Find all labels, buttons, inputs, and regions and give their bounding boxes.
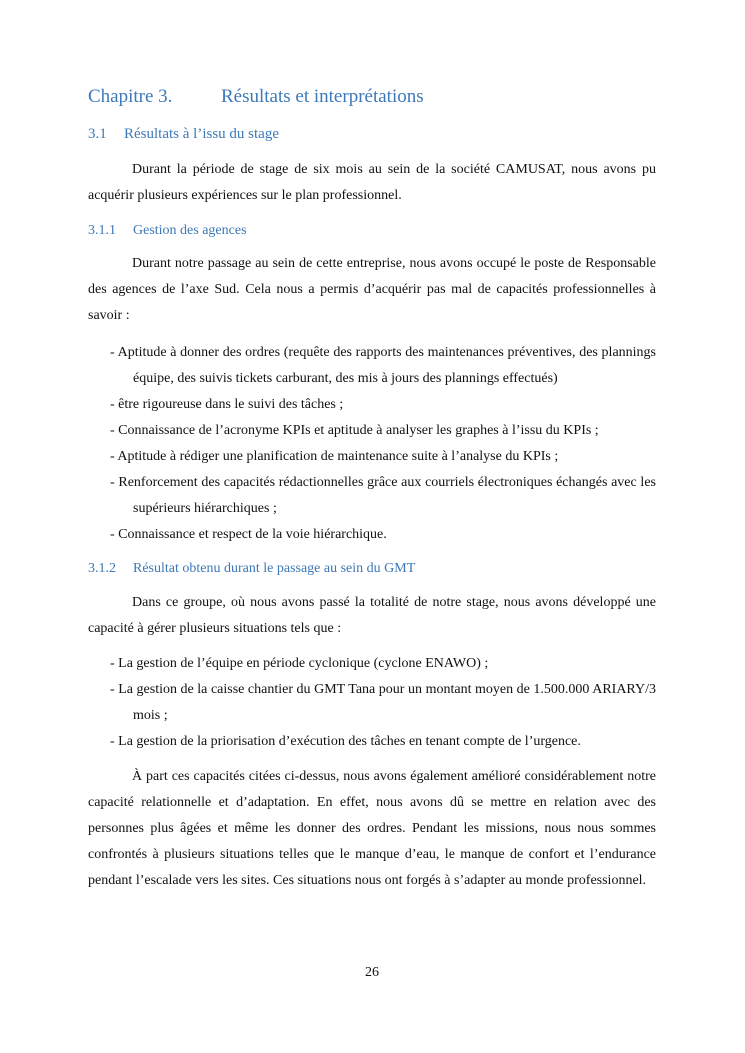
section-3-1-2-heading bbox=[88, 561, 415, 577]
chapter-title: Résultats et interprétations bbox=[221, 86, 424, 107]
list-item: - être rigoureuse dans le suivi des tâches ; bbox=[110, 397, 344, 412]
section-3-1-2-number: 3.1.2 bbox=[88, 561, 116, 576]
list-item: - Aptitude à donner des ordres (requête des rapports des maintenances préventives, des plannings équipe, des suivis tickets carburant, des mis à jours des plannings effectués) bbox=[110, 345, 656, 386]
agences-paragraph: Durant notre passage au sein de cette entreprise, nous avons occupé le poste de Responsable des agences de l’axe Sud. Cela nous a permis d’acquérir pas mal de capacités professionnelles à savoir : bbox=[88, 256, 656, 323]
list-item: - La gestion de la caisse chantier du GMT Tana pour un montant moyen de 1.500.000 ARIARY/3 mois ; bbox=[110, 682, 656, 723]
section-3-1-1-number: 3.1.1 bbox=[88, 223, 116, 238]
list-item: - Connaissance et respect de la voie hiérarchique. bbox=[110, 527, 387, 542]
list-item: - La gestion de la priorisation d’exécution des tâches en tenant compte de l’urgence. bbox=[110, 734, 581, 749]
section-3-1-number: 3.1 bbox=[88, 126, 107, 142]
section-3-1-1-title: Gestion des agences bbox=[133, 223, 247, 238]
section-3-1-2-title: Résultat obtenu durant le passage au sein du GMT bbox=[133, 561, 416, 576]
section-3-1-1-heading bbox=[88, 223, 247, 239]
chapter-number: Chapitre 3. bbox=[88, 86, 173, 107]
list-item: - Connaissance de l’acronyme KPIs et aptitude à analyser les graphes à l’issu du KPIs ; bbox=[110, 423, 599, 438]
section-3-1-title: Résultats à l’issu du stage bbox=[124, 126, 279, 142]
list-item: - Aptitude à rédiger une planification de maintenance suite à l’analyse du KPIs ; bbox=[110, 449, 559, 464]
gmt-paragraph: Dans ce groupe, où nous avons passé la totalité de notre stage, nous avons développé une capacité à gérer plusieurs situations tels que : bbox=[88, 595, 656, 636]
page-number: 26 bbox=[365, 965, 379, 980]
section-3-1-heading bbox=[88, 126, 279, 143]
list-item: - Renforcement des capacités rédactionnelles grâce aux courriels électroniques échangés avec les supérieurs hiérarchiques ; bbox=[110, 475, 656, 516]
intro-paragraph: Durant la période de stage de six mois au sein de la société CAMUSAT, nous avons pu acquérir plusieurs expériences sur le plan professionnel. bbox=[88, 162, 656, 203]
final-paragraph: À part ces capacités citées ci-dessus, nous avons également amélioré considérablement notre capacité relationnelle et d’adaptation. En effet, nous avons dû se mettre en relation avec des personnes plus âgées et même les donner des ordres. Pendant les missions, nous nous sommes confrontés à plusieurs situations telles que le manque d’eau, le manque de confort et l’endurance pendant l’escalade vers les sites. Ces situations nous ont forgés à s’adapter au monde professionnel. bbox=[88, 769, 656, 888]
agences-list bbox=[110, 340, 656, 548]
list-item: - La gestion de l’équipe en période cyclonique (cyclone ENAWO) ; bbox=[110, 656, 489, 671]
gmt-list bbox=[110, 651, 656, 755]
chapter-heading bbox=[88, 86, 424, 108]
